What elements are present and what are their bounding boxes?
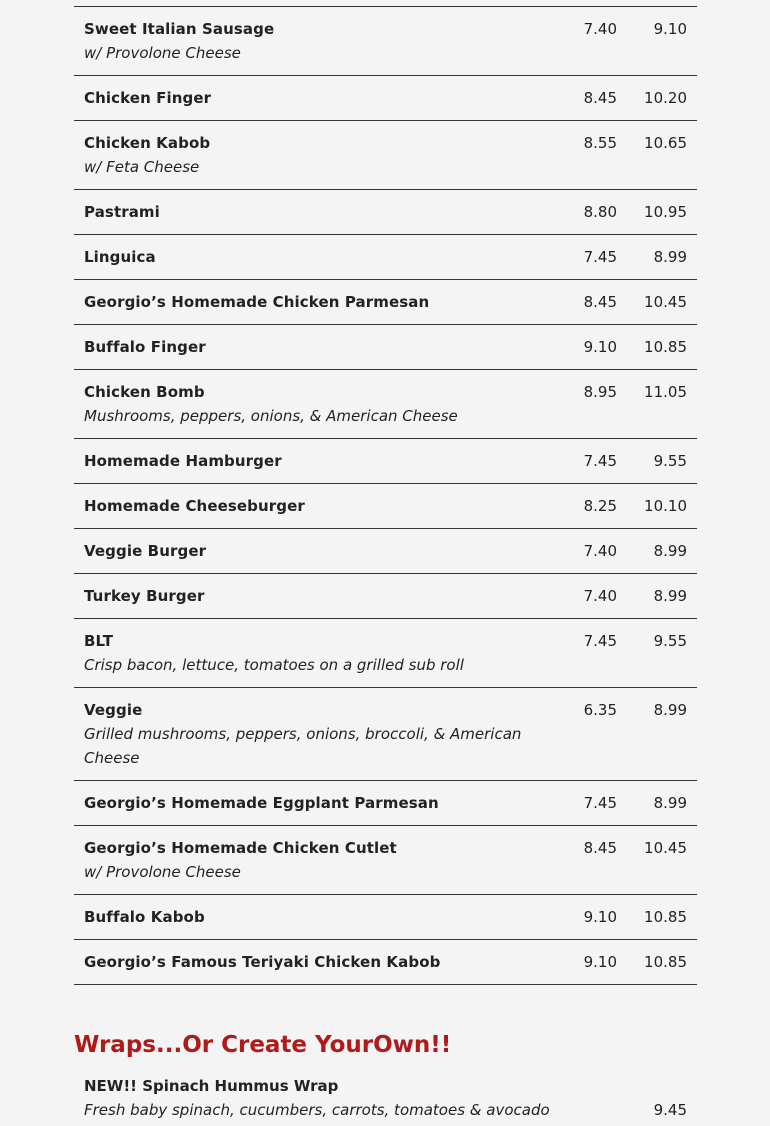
item-price-small: 9.10 bbox=[583, 908, 617, 926]
item-price-small: 7.40 bbox=[583, 20, 617, 38]
menu-item bbox=[74, 484, 697, 529]
item-price-small: 8.80 bbox=[583, 203, 617, 221]
item-description: Mushrooms, peppers, onions, & American Cheese bbox=[84, 407, 458, 425]
wraps-heading: Wraps...Or Create YourOwn!! bbox=[74, 1032, 452, 1058]
item-name: Turkey Burger bbox=[84, 587, 205, 605]
menu-item bbox=[74, 76, 697, 121]
item-price-large: 8.99 bbox=[653, 794, 687, 812]
item-price-large: 8.99 bbox=[653, 248, 687, 266]
item-price-large: 9.55 bbox=[653, 632, 687, 650]
item-name: BLT bbox=[84, 632, 114, 650]
item-description: w/ Feta Cheese bbox=[84, 158, 200, 176]
item-price-small: 8.45 bbox=[583, 839, 617, 857]
item-price-small: 7.45 bbox=[583, 632, 617, 650]
item-name: Buffalo Kabob bbox=[84, 908, 205, 926]
item-description: Crisp bacon, lettuce, tomatoes on a grilled sub roll bbox=[84, 656, 464, 674]
item-name: Homemade Cheeseburger bbox=[84, 497, 305, 515]
menu-item bbox=[74, 529, 697, 574]
menu-item bbox=[74, 688, 697, 781]
menu-table bbox=[74, 6, 697, 985]
item-price-large: 8.99 bbox=[653, 701, 687, 719]
item-price-large: 9.55 bbox=[653, 452, 687, 470]
menu-item bbox=[74, 121, 697, 190]
item-price-small: 6.35 bbox=[583, 701, 617, 719]
item-name: Veggie Burger bbox=[84, 542, 207, 560]
item-price-small: 7.45 bbox=[583, 794, 617, 812]
item-price-large: 10.45 bbox=[644, 839, 687, 857]
item-name: Chicken Finger bbox=[84, 89, 212, 107]
item-price-large: 10.85 bbox=[644, 908, 687, 926]
item-name: NEW!! Spinach Hummus Wrap bbox=[84, 1077, 339, 1095]
item-name: Veggie bbox=[84, 701, 143, 719]
menu-item bbox=[74, 574, 697, 619]
item-name: Linguica bbox=[84, 248, 156, 266]
item-name: Pastrami bbox=[84, 203, 160, 221]
item-name: Georgio’s Famous Teriyaki Chicken Kabob bbox=[84, 953, 441, 971]
item-name: Buffalo Finger bbox=[84, 338, 206, 356]
item-name: Sweet Italian Sausage bbox=[84, 20, 275, 38]
item-name: Georgio’s Homemade Chicken Parmesan bbox=[84, 293, 430, 311]
item-price-small: 8.25 bbox=[583, 497, 617, 515]
item-name: Chicken Kabob bbox=[84, 134, 211, 152]
item-price-large: 8.99 bbox=[653, 587, 687, 605]
menu-item bbox=[74, 439, 697, 484]
item-description: Fresh baby spinach, cucumbers, carrots, tomatoes & avocado bbox=[84, 1101, 550, 1119]
item-price-large: 10.45 bbox=[644, 293, 687, 311]
menu-item bbox=[74, 7, 697, 76]
item-price-large: 8.99 bbox=[653, 542, 687, 560]
menu-item bbox=[74, 826, 697, 895]
item-price-large: 11.05 bbox=[644, 383, 687, 401]
item-price-large: 10.85 bbox=[644, 953, 687, 971]
menu-item bbox=[74, 235, 697, 280]
menu-item bbox=[74, 280, 697, 325]
item-price-large: 9.10 bbox=[653, 20, 687, 38]
menu-item bbox=[74, 370, 697, 439]
menu-item bbox=[74, 325, 697, 370]
item-price-large: 10.85 bbox=[644, 338, 687, 356]
item-price-large: 10.65 bbox=[644, 134, 687, 152]
item-name: Homemade Hamburger bbox=[84, 452, 282, 470]
item-price-small: 8.95 bbox=[583, 383, 617, 401]
menu-item bbox=[74, 190, 697, 235]
menu-item bbox=[74, 619, 697, 688]
menu-item bbox=[74, 1062, 697, 1122]
item-price-small: 9.10 bbox=[583, 338, 617, 356]
item-name: Georgio’s Homemade Eggplant Parmesan bbox=[84, 794, 439, 812]
item-price-small: 8.45 bbox=[583, 293, 617, 311]
item-price-large: 10.20 bbox=[644, 89, 687, 107]
item-price-small: 9.10 bbox=[583, 953, 617, 971]
item-description: w/ Provolone Cheese bbox=[84, 863, 241, 881]
menu-item bbox=[74, 895, 697, 940]
item-price-small: 7.40 bbox=[583, 542, 617, 560]
item-description: w/ Provolone Cheese bbox=[84, 44, 241, 62]
item-price: 9.45 bbox=[653, 1101, 687, 1119]
item-name: Chicken Bomb bbox=[84, 383, 205, 401]
menu-item bbox=[74, 781, 697, 826]
item-price-small: 8.55 bbox=[583, 134, 617, 152]
menu-item bbox=[74, 940, 697, 985]
item-price-small: 7.45 bbox=[583, 248, 617, 266]
item-price-large: 10.10 bbox=[644, 497, 687, 515]
item-price-small: 7.40 bbox=[583, 587, 617, 605]
item-description: Grilled mushrooms, peppers, onions, broccoli, & American Cheese bbox=[84, 725, 522, 767]
item-name: Georgio’s Homemade Chicken Cutlet bbox=[84, 839, 397, 857]
item-price-small: 8.45 bbox=[583, 89, 617, 107]
wraps-section bbox=[74, 1028, 697, 1122]
item-price-small: 7.45 bbox=[583, 452, 617, 470]
item-price-large: 10.95 bbox=[644, 203, 687, 221]
